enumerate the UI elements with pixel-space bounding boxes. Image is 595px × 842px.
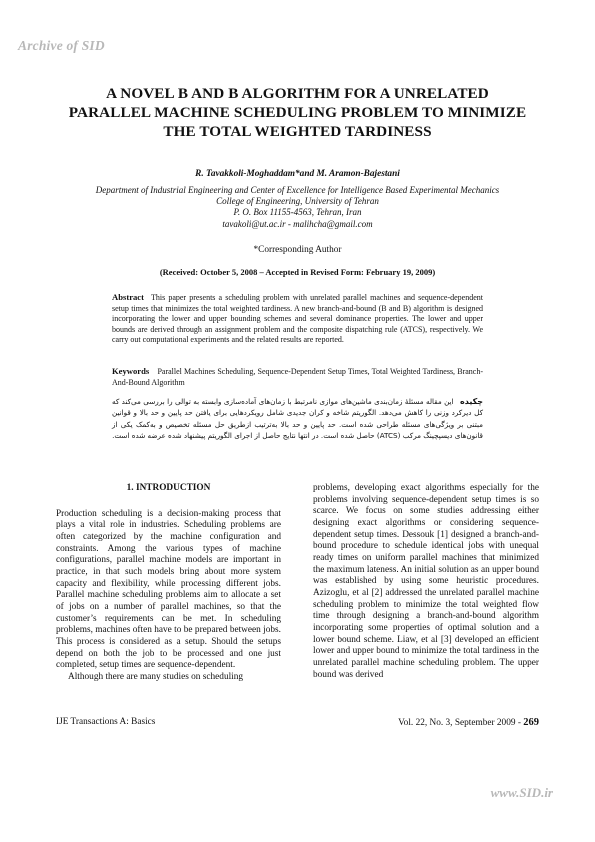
watermark-archive: Archive of SID	[18, 38, 105, 53]
keywords-text: Parallel Machines Scheduling, Sequence-Dependent Setup Times, Total Weighted Tardiness, Branch-And-Bound Algorithm	[112, 367, 484, 387]
watermark-sid-url[interactable]: www.SID.ir	[490, 785, 553, 800]
affiliation-emails[interactable]: tavakoli@ut.ac.ir - malihcha@gmail.com	[222, 218, 373, 229]
footer-volume	[398, 717, 539, 728]
intro-paragraph-continued: problems, developing exact algorithms especially for the problems involving sequence-dependent setup times is so scarce. We focus on some studies addressing either designing exact algorithms or considering sequence-dependent setup times. Dessouk [1] designed a branch-and-bound procedure to schedule identical jobs with unequal ready times on uniform parallel machines that minimized the maximum lateness. An initial solution as an upper bound was established by using some heuristic procedures. Azizoglu, et al [2] addressed the unrelated parallel machine scheduling problem to minimize the total weighted flow time through designing a branch-and-bound algorithm incorporating some properties of optimal solution and a lower bound scheme. Liaw, et al [3] developed an efficient lower and upper bound to minimize the total tardiness in the unrelated parallel machine scheduling problem. The upper bound was derived	[313, 483, 539, 680]
persian-abstract-text: این مقاله مسئلهٔ زمان‌بندی ماشین‌های موازی نامرتبط با زمان‌های آماده‌سازی وابسته به توالی را بررسی می‌کند که کل دیرکرد وزنی را کاهش می‌دهد. الگوریتم شاخه و کران جدیدی شامل رویکردهایی برای یافتن حد پایین و حد بالا و قوانین مبتنی بر ویژگی‌های مسئله طراحی شده است. حد پایین و حد بالا به‌ترتیب ازطریق حل مسئله تخصیص و به‌کمک یکی از قانون‌های دیسپچینگ مرکب (ATCS) حاصل شده است. در انتها نتایج حاصل از اجرای الگوریتم پیشنهاد شده عرضه شده است.	[112, 397, 483, 441]
affiliation	[30, 185, 565, 230]
right-column	[313, 483, 539, 681]
title-line-2: PARALLEL MACHINE SCHEDULING PROBLEM TO MINIMIZE	[68, 104, 527, 121]
title-line-1: A NOVEL B AND B ALGORITHM FOR A UNRELATED	[106, 85, 489, 102]
keywords-label: Keywords	[112, 366, 150, 376]
corresponding-author-note: *Corresponding Author	[253, 245, 342, 255]
footer-volume-text: Vol. 22, No. 3, September 2009 -	[398, 718, 524, 728]
footer-journal: IJE Transactions A: Basics	[56, 717, 156, 727]
affiliation-department: Department of Industrial Engineering and Center of Excellence for Intelligence Based Experimental Mechanics	[95, 185, 500, 195]
abstract-text: This paper presents a scheduling problem with unrelated parallel machines and sequence-dependent setup times that minimizes the total weighted tardiness. A new branch-and-bound (B and B) algorithm is designed incorporating the lower and upper bounding schemes and several dominance properties. The lower and upper bounds are derived through an assignment problem and the composite dispatching rule (ATCS), respectively. We carry out computational experiments and the related results are reported.	[112, 293, 483, 345]
paper-title	[60, 84, 535, 141]
affiliation-college: College of Engineering, University of Tehran	[216, 196, 379, 207]
section-heading-introduction: 1. INTRODUCTION	[126, 483, 211, 493]
abstract	[112, 292, 483, 346]
persian-abstract-label: چکیده	[459, 397, 483, 406]
persian-abstract	[112, 396, 483, 442]
affiliation-address: P. O. Box 11155-4563, Tehran, Iran	[233, 207, 362, 218]
intro-paragraph-2: Although there are many studies on scheduling	[68, 671, 244, 682]
authors: R. Tavakkoli-Moghaddam*and M. Aramon-Bajestani	[195, 169, 400, 179]
abstract-label: Abstract	[112, 292, 144, 302]
page-number: 269	[523, 717, 539, 728]
received-dates: (Received: October 5, 2008 – Accepted in Revised Form: February 19, 2009)	[159, 267, 436, 277]
left-column	[56, 483, 281, 684]
intro-paragraph-1: Production scheduling is a decision-making process that plays a vital role in industries. Scheduling problems are often categorized by the machine configuration and constraints. Among the various types of machine configurations, parallel machine models are important in practice, in that such models bring about more system capacity and flexibility, while processing different jobs. Parallel machine scheduling problems aim to allocate a set of jobs on a number of parallel machines, so that the customer’s requirements can be met. In scheduling problems, machines often have to be prepared between jobs. This process is considered as a setup. Should the setups depend on both the job to be processed and one just completed, setup times are sequence-dependent.	[56, 508, 281, 671]
keywords	[112, 366, 483, 388]
title-line-3: THE TOTAL WEIGHTED TARDINESS	[163, 123, 432, 140]
